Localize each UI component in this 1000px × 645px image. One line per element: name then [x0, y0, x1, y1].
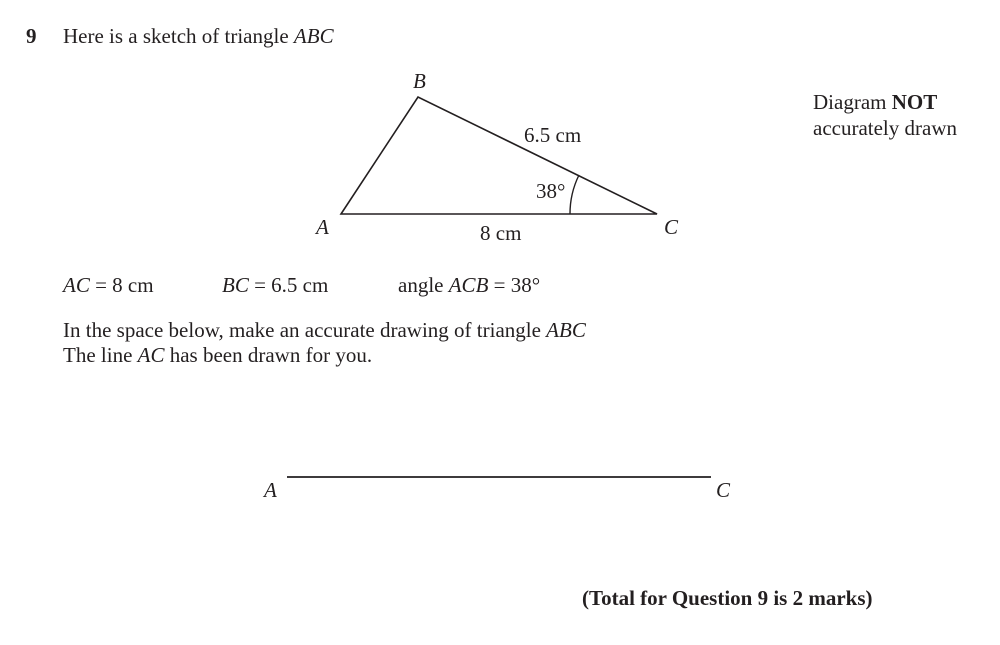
triangle-outline [341, 97, 657, 214]
vertex-a-label: A [316, 215, 329, 239]
diagram-note-line2: accurately drawn [813, 116, 957, 140]
side-bc-label: 6.5 cm [524, 123, 582, 147]
question-intro-triangle-name: ABC [293, 24, 334, 48]
instruction-line-1-text: In the space below, make an accurate drawing of triangle [63, 318, 547, 342]
question-number: 9 [26, 24, 37, 48]
given-bc [222, 275, 328, 296]
instruction-line-2-suffix: has been drawn for you. [164, 343, 373, 367]
given-ac-name: AC [63, 273, 90, 297]
answer-label-c: C [716, 478, 731, 502]
given-bc-value: = 6.5 cm [248, 273, 329, 297]
instruction-line-2 [63, 345, 372, 366]
given-bc-name: BC [222, 273, 249, 297]
vertex-b-label: B [413, 69, 426, 93]
given-ac-value: = 8 cm [89, 273, 154, 297]
given-angle-prefix: angle [398, 273, 449, 297]
given-angle-name: ACB [448, 273, 489, 297]
instruction-line-2-name: AC [137, 343, 165, 367]
given-angle-value: = 38° [488, 273, 541, 297]
side-ac-label: 8 cm [480, 221, 522, 245]
angle-c-label: 38° [536, 179, 566, 203]
instruction-line-2-prefix: The line [63, 343, 138, 367]
question-intro-text: Here is a sketch of triangle [63, 24, 289, 48]
instruction-line-1 [63, 320, 586, 341]
angle-c-arc [570, 175, 579, 214]
diagram-note [813, 92, 937, 113]
instruction-line-1-name: ABC [546, 318, 586, 342]
diagram-note-prefix: Diagram [813, 90, 887, 114]
given-angle [398, 275, 540, 296]
vertex-c-label: C [664, 215, 679, 239]
answer-label-a: A [264, 478, 277, 502]
given-ac [63, 275, 154, 296]
total-marks: (Total for Question 9 is 2 marks) [582, 586, 873, 610]
diagram-note-not: NOT [891, 90, 938, 114]
